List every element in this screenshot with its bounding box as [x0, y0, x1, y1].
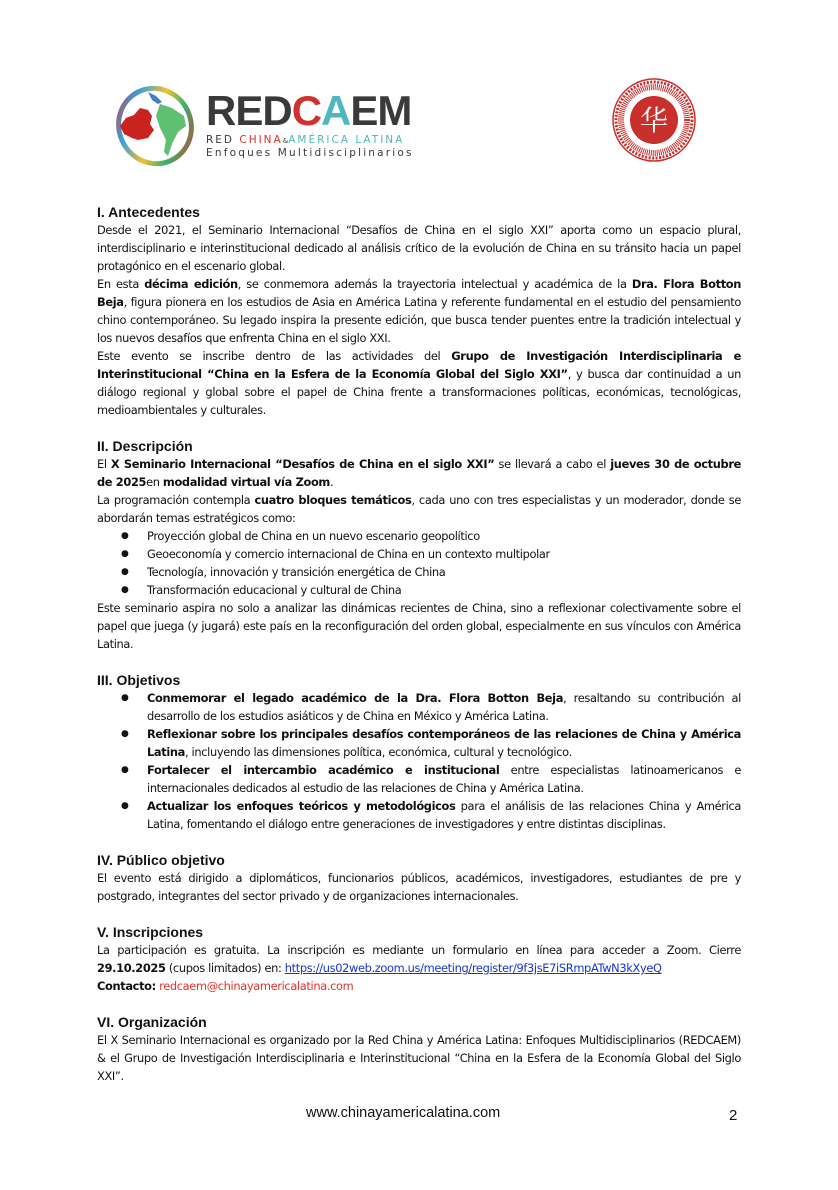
- globe-icon: [112, 82, 198, 168]
- objectives-list: [97, 689, 741, 833]
- list-item: ● Geoeconomía y comercio internacional de China en un contexto multipolar: [97, 545, 741, 563]
- section-organizacion: [97, 1013, 741, 1085]
- topics-list: [97, 527, 741, 599]
- paragraph: El evento está dirigido a diplomáticos, funcionarios públicos, académicos, investigadores, estudiantes de pre y postgrado, integrantes del sector privado y de organizaciones internacionales.: [97, 871, 741, 903]
- section-heading: V. Inscripciones: [97, 924, 204, 940]
- section-heading: IV. Público objetivo: [97, 852, 225, 868]
- redcaem-logo: [112, 80, 422, 172]
- document-body: [97, 203, 741, 1103]
- brand-tagline: Enfoques Multidisciplinarios: [206, 147, 414, 159]
- paragraph: La participación es gratuita. La inscripción es mediante un formulario en línea para acceder a Zoom. Cierre 29.10.2025 (cupos limitados) en: https://us02web.zoom.us/meeting/register/9f3jsE7iSRmpATwN3kXyeQ: [97, 943, 741, 975]
- list-item: ● Reflexionar sobre los principales desafíos contemporáneos de las relaciones de China y América Latina, incluyendo las dimensiones política, económica, cultural y tecnológico.: [97, 725, 741, 761]
- paragraph: La programación contempla cuatro bloques temáticos, cada uno con tres especialistas y un moderador, donde se abordarán temas estratégicos como:: [97, 493, 741, 525]
- research-group-seal-icon: [612, 78, 696, 162]
- section-objetivos: [97, 671, 741, 833]
- contact-line: Contacto: redcaem@chinayamericalatina.com: [97, 979, 354, 993]
- svg-text:华: 华: [639, 104, 669, 137]
- paragraph: En esta décima edición, se conmemora además la trayectoria intelectual y académica de la Dra. Flora Botton Beja, figura pionera en los estudios de Asia en América Latina y referente fundamental en el estudio del pensamiento chino contemporáneo. Su legado inspira la presente edición, que busca tender puentes entre la tradición intelectual y los nuevos desafíos que enfrenta China en el siglo XXI.: [97, 277, 742, 345]
- brand-subtitle: RED CHINA&AMÉRICA LATINA: [206, 134, 405, 146]
- contact-email-link[interactable]: redcaem@chinayamericalatina.com: [159, 979, 354, 993]
- list-item: ● Transformación educacional y cultural de China: [97, 581, 741, 599]
- brand-wordmark: REDCAEM: [206, 87, 412, 134]
- paragraph: Este seminario aspira no solo a analizar las dinámicas recientes de China, sino a reflexionar colectivamente sobre el papel que juega (y jugará) este país en la reconfiguración del orden global, especialmente en sus vínculos con América Latina.: [97, 601, 741, 651]
- section-heading: III. Objetivos: [97, 672, 181, 688]
- list-item: ● Proyección global de China en un nuevo escenario geopolítico: [97, 527, 741, 545]
- list-item: ● Fortalecer el intercambio académico e institucional entre especialistas latinoamericanos e internacionales dedicados al estudio de las relaciones de China y América Latina.: [97, 761, 741, 797]
- list-item: ● Tecnología, innovación y transición energética de China: [97, 563, 741, 581]
- footer-website-link[interactable]: www.chinayamericalatina.com: [306, 1105, 501, 1121]
- section-inscripciones: [97, 923, 741, 995]
- section-heading: VI. Organización: [97, 1014, 207, 1030]
- paragraph: El X Seminario Internacional “Desafíos de China en el siglo XXI” se llevará a cabo el jueves 30 de octubre de 2025en modalidad virtual vía Zoom.: [97, 457, 741, 489]
- list-item: ● Actualizar los enfoques teóricos y metodológicos para el análisis de las relaciones China y América Latina, fomentando el diálogo entre generaciones de investigadores y entre distintas disciplinas.: [97, 797, 741, 833]
- section-heading: II. Descripción: [97, 438, 193, 454]
- registration-link[interactable]: https://us02web.zoom.us/meeting/register/9f3jsE7iSRmpATwN3kXyeQ: [284, 961, 662, 975]
- section-antecedentes: [97, 203, 741, 419]
- paragraph: Este evento se inscribe dentro de las actividades del Grupo de Investigación Interdisciplinaria e Interinstitucional “China en la Esfera de la Economía Global del Siglo XXI”, y busca dar continuidad a un diálogo regional y global sobre el papel de China frente a transformaciones políticas, económicas, tecnológicas, medioambientales y culturales.: [97, 349, 742, 417]
- section-heading: I. Antecedentes: [97, 204, 200, 220]
- list-item: ● Conmemorar el legado académico de la Dra. Flora Botton Beja, resaltando su contribución al desarrollo de los estudios asiáticos y de China en México y América Latina.: [97, 689, 741, 725]
- page-number: 2: [729, 1107, 738, 1124]
- paragraph: Desde el 2021, el Seminario Internacional “Desafíos de China en el siglo XXI” aporta como un espacio plural, interdisciplinario e interinstitucional dedicado al análisis crítico de la evolución de China en su tránsito hacia un papel protagónico en el escenario global.: [97, 223, 741, 273]
- section-descripcion: [97, 437, 741, 653]
- brand-text: [206, 87, 414, 159]
- section-publico: [97, 851, 741, 905]
- paragraph: El X Seminario Internacional es organizado por la Red China y América Latina: Enfoques Multidisciplinarios (REDCAEM) & el Grupo de Investigación Interdisciplinaria e Interinstitucional “China en la Esfera de la Economía Global del Siglo XXI”.: [97, 1033, 741, 1083]
